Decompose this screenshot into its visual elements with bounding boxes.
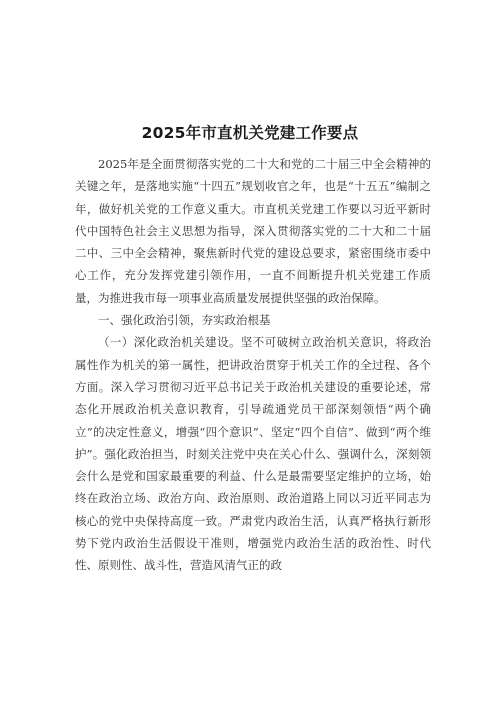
subsection-paragraph-1: （一）深化政治机关建设。坚不可破树立政治机关意识，将政治属性作为机关的第一属性，把讲政治贯穿于机关工作的全过程、各个方面。深入学习贯彻习近平总书记关于政治机关建设的重要论述，常态化开展政治机关意识教育，引导疏通党员干部深刻领悟“两个确立”的决定性意义，增强“四个意识”、坚定“四个自信”、做到“两个维护”。强化政治担当，时刻关注党中央在关心什么、强调什么，深刻领会什么是党和国家最重要的利益、什么是最需要坚定维护的立场，始终在政治立场、政治方向、政治原则、政治道路上同以习近平同志为核心的党中央保持高度一致。严肃党内政治生活，认真严格执行新形势下党内政治生活假设干准则，增强党内政治生活的政治性、时代性、原则性、战斗性，营造风清气正的政: [75, 335, 431, 573]
document-body: [75, 153, 431, 577]
section-heading-1: 一、强化政治引领，夯实政治根基: [98, 313, 271, 328]
document-title: 2025年市直机关党建工作要点: [141, 124, 359, 142]
intro-paragraph: 2025年是全面贯彻落实党的二十大和党的二十届三中全会精神的关键之年，是落地实施“十四五”规划收官之年，也是“十五五”编制之年，做好机关党的工作意义重大。市直机关党建工作要以习近平新时代中国特色社会主义思想为指导，深入贯彻落实党的二十大和二十届二中、三中全会精神，聚焦新时代党的建设总要求，紧密围绕市委中心工作，充分发挥党建引领作用，一直不间断提升机关党建工作质量，为推进我市每一项事业高质量发展提供坚强的政治保障。: [75, 157, 431, 305]
